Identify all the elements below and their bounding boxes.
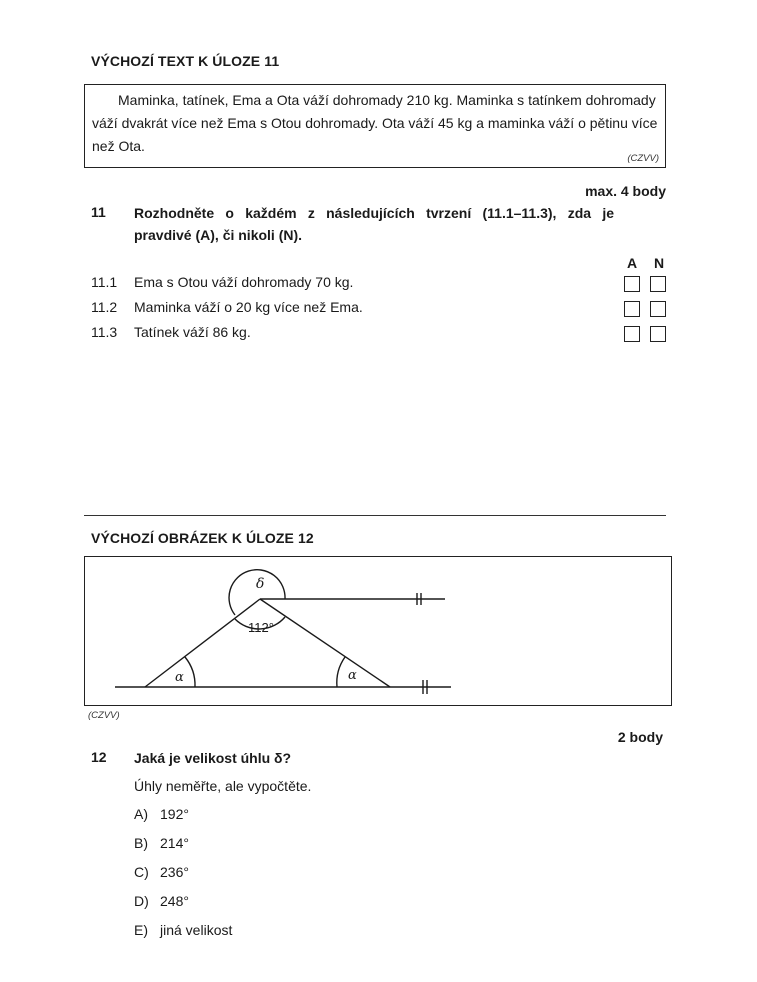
- statement-number: 11.2: [91, 299, 118, 315]
- right-side: [260, 599, 390, 687]
- option-text: 192°: [160, 806, 189, 822]
- task12-points: 2 body: [617, 729, 663, 745]
- option-text: 236°: [160, 864, 189, 880]
- statement-3-checkbox-n[interactable]: [650, 326, 666, 342]
- statement-2-checkbox-n[interactable]: [650, 301, 666, 317]
- geometry-figure: [85, 557, 671, 705]
- task12-figure-box: [84, 556, 672, 706]
- option-letter: A): [134, 806, 148, 822]
- statement-3-checkbox-a[interactable]: [624, 326, 640, 342]
- task11-points: max. 4 body: [585, 183, 666, 199]
- statement-text: Maminka váží o 20 kg více než Ema.: [134, 299, 363, 315]
- task12-question: Jaká je velikost úhlu δ?: [134, 750, 292, 766]
- option-text: 214°: [160, 835, 189, 851]
- apex-angle-label: 112°: [248, 620, 274, 635]
- task11-source-box: [84, 84, 666, 168]
- left-alpha-label: α: [175, 670, 184, 685]
- section-divider: [84, 515, 666, 516]
- task11-source-credit: (CZVV): [627, 153, 659, 164]
- statement-text: Tatínek váží 86 kg.: [134, 324, 251, 340]
- statement-text: Ema s Otou váží dohromady 70 kg.: [134, 274, 354, 290]
- option-text: jiná velikost: [160, 922, 233, 938]
- task12-figure-credit: (CZVV): [88, 710, 120, 721]
- option-text: 248°: [160, 893, 189, 909]
- task11-source-heading: VÝCHOZÍ TEXT K ÚLOZE 11: [91, 53, 280, 69]
- task11-question: Rozhodněte o každém z následujících tvrzení (11.1–11.3), zda je pravdivé (A), či nikoli (N).: [134, 205, 614, 243]
- right-alpha-label: α: [348, 668, 357, 683]
- statement-2-checkbox-a[interactable]: [624, 301, 640, 317]
- task11-source-text: Maminka, tatínek, Ema a Ota váží dohromady 210 kg. Maminka s tatínkem dohromady váží dvakrát více než Ema s Otou dohromady. Ota váží 45 kg a maminka váží o pětinu více než Ota.: [92, 92, 658, 154]
- task12-number: 12: [91, 749, 107, 765]
- right-alpha-arc: [337, 657, 345, 687]
- task11-number: 11: [91, 204, 106, 220]
- left-side: [145, 599, 260, 687]
- answer-column-a-label: A: [627, 255, 638, 271]
- statement-number: 11.3: [91, 324, 118, 340]
- task12-figure-heading: VÝCHOZÍ OBRÁZEK K ÚLOZE 12: [91, 530, 314, 546]
- statement-1-checkbox-n[interactable]: [650, 276, 666, 292]
- option-letter: C): [134, 864, 149, 880]
- option-letter: D): [134, 893, 149, 909]
- statement-number: 11.1: [91, 274, 118, 290]
- delta-label: δ: [256, 576, 265, 592]
- option-letter: B): [134, 835, 148, 851]
- statement-1-checkbox-a[interactable]: [624, 276, 640, 292]
- left-alpha-arc: [185, 657, 195, 687]
- answer-column-n-label: N: [654, 255, 665, 271]
- option-letter: E): [134, 922, 148, 938]
- task12-instruction: Úhly neměřte, ale vypočtěte.: [134, 778, 312, 794]
